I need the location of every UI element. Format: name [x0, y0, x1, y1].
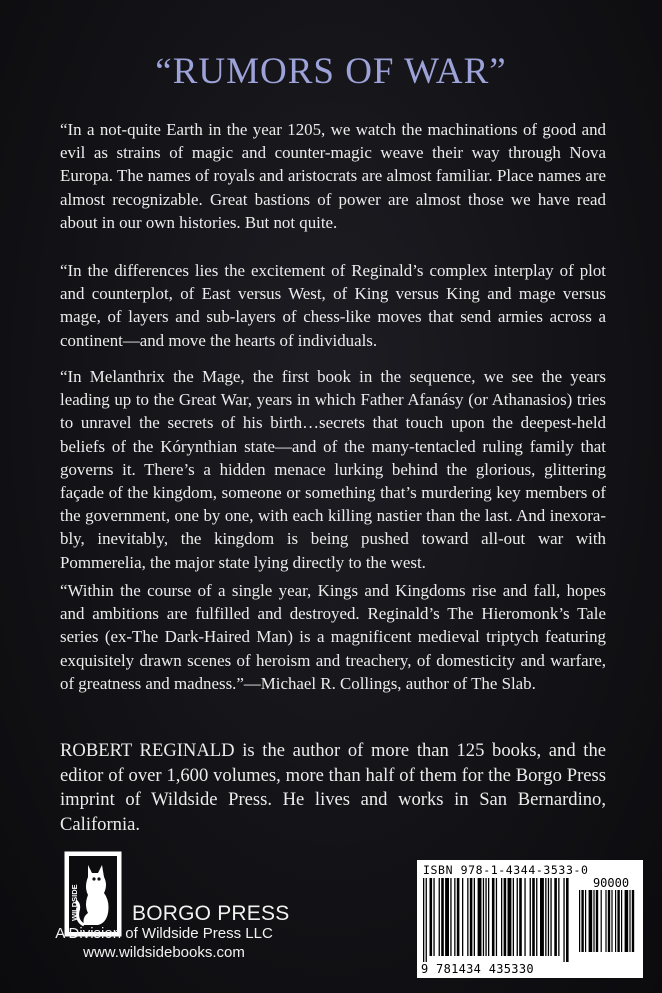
addon-code: 90000: [592, 876, 630, 890]
publisher-division: A Division of Wildside Press LLC: [55, 925, 273, 942]
blurb-paragraph-4: “Within the course of a single year, Kings and Kingdoms rise and fall, hopes and ambitions are fulfilled and destroyed. Reginald’s The Hieromonk’s Tale series (ex-The Dark-Haired Man) is a magnificent medieval triptych featuring exquisitely drawn scenes of heroism and treachery, of domesticity and warfare, of greatness and madness.”—Michael R. Collings, author of The Slab.: [60, 581, 606, 693]
isbn-barcode: [417, 860, 643, 978]
author-bio: ROBERT REGINALD is the author of more than 125 books, and the editor of over 1,600 volumes, more than half of them for the Borgo Press imprint of Wildside Press. He lives and works in San Bernardino, California.: [60, 740, 606, 835]
blurb-paragraph-1: “In a not-quite Earth in the year 1205, we watch the machinations of good and evil as strains of magic and counter-magic weave their way through Nova Europa. The names of royals and aristocrats are almost familiar. Place names are almost recognizable. Great bastions of power are almost those we have read about in our own histories. But not quite.: [60, 120, 606, 232]
ean13-bars: [423, 878, 573, 962]
blurb-paragraph-3: “In Melanthrix the Mage, the first book in the sequence, we see the years leading up to the Great War, years in which Father Afanásy (or Athanasios) tries to unravel the secrets of his birth…secrets that touch upon the deepest-held beliefs of the Kórynthian state—and of the many-tentacled ruling family that governs it. There’s a hidden menace lurking behind the glorious, glittering façade of the kingdom, someone or something that’s murdering key members of the government, one by one, with each killing nastier than the last. And inexorably, inevitably, the kingdom is being pushed toward all-out war with Pommerelia, the major state lying directly to the west.: [60, 367, 606, 572]
addon-bars: [579, 890, 639, 958]
blurb-paragraph-2: “In the differences lies the excitement of Reginald’s complex interplay of plot and counterplot, of East versus West, of King versus King and mage versus mage, of layers and sub-layers of chess-like moves that send armies across a continent—and move the hearts of individuals.: [60, 261, 606, 350]
isbn-label: ISBN 978-1-4344-3533-0: [423, 863, 589, 877]
publisher-name: BORGO PRESS: [132, 902, 290, 925]
logo-lettering: WILDSIDE: [70, 884, 79, 921]
cover-title: “RUMORS OF WAR”: [155, 51, 507, 92]
publisher-website: www.wildsidebooks.com: [83, 944, 245, 961]
barcode-digits: 9 781434 435330: [421, 962, 534, 976]
